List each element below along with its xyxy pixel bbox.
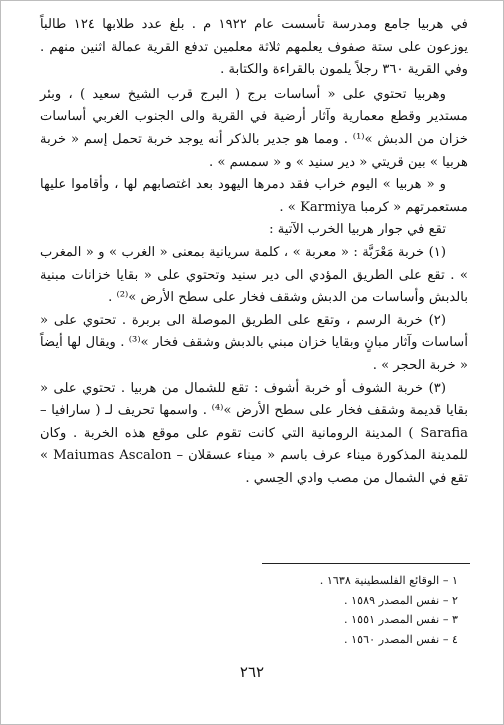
page-body <box>40 14 468 490</box>
footnote-3: ٣ – نفس المصدر ١٥٥١ . <box>343 613 458 626</box>
paragraph-school: في هربيا جامع ومدرسة تأسست عام ١٩٢٢ م . بلغ عدد طلابها ١٢٤ طالباً يوزعون على ستة صفوف يعلمهم ثلاثة معلمين تدفع القرية عمالة اثنين منهم . وفي القرية ٣٦٠ رجلاً يلمون بالقراءة والكتابة . <box>40 17 468 78</box>
paragraph-khirbet-rasm: (٢) خربة الرسم ، وتقع على الطريق الموصلة الى بربرة . تحتوي على « أساسات وآثار مبانٍ وبقايا خزان مبني بالدبش وشقف فخار »⁽³⁾ . ويقال لها أيضاً « خربة الحجر » . <box>40 312 468 373</box>
paragraph-settlement: و « هربيا » اليوم خراب فقد دمرها اليهود بعد اغتصابهم لها ، وأقاموا عليها مستعمرتهم « كرمبا Karmiya » . <box>40 177 468 215</box>
footnote-2: ٢ – نفس المصدر ١٥٨٩ . <box>343 593 458 607</box>
paragraph-khirbet-shuf: (٣) خربة الشوف أو خربة أشوف : تقع للشمال من هربيا . تحتوي على « بقايا قديمة وشقف فخار على سطح الأرض »⁽⁴⁾ . واسمها تحريف لـ ( سارافيا – Sarafia ) المدينة الرومانية التي كانت تقوم على موقع هذه الخربة . وكان للمدينة المذكورة ميناء عرف باسم « ميناء عسقلان – Maiumas Ascalon » تقع في الشمال من مصب وادي الحِسي . <box>40 380 469 486</box>
footnote-4: ٤ – نفس المصدر ١٥٦٠ . <box>343 632 458 646</box>
paragraph-ruins: وهربيا تحتوي على « أساسات برج ( البرج قرب الشيخ سعيد ) ، وبئر مستدير وقطع معمارية وآثار أرضية في القرية والى الجنوب الغربي أساسات خزان من الدبش »⁽¹⁾ . ومما هو جدير بالذكر أنه يوجد خربة تحمل إسم « خربة هربيا » بين قريتي « دير سنيد » و « سمسم » . <box>40 86 468 170</box>
footnote-divider <box>262 563 470 564</box>
footnote-1: ١ – الوقائع الفلسطينية ١٦٣٨ . <box>319 574 458 587</box>
paragraph-khirbet-maarba: (١) خربة مَعْرَبَّة : « معربة » ، كلمة سريانية بمعنى « الغرب » و « المغرب » . تقع على الطريق المؤدي الى دير سنيد وتحتوي على « بقايا خزانات مبنية بالدبش وأساسات من الدبش وشقف فخار على سطح الأرض »⁽²⁾ . <box>40 244 468 306</box>
page-number: ٢٦٢ <box>239 663 265 681</box>
footnotes <box>220 571 458 649</box>
paragraph-nearby-intro: تقع في جوار هربيا الخرب الآتية : <box>269 222 446 238</box>
